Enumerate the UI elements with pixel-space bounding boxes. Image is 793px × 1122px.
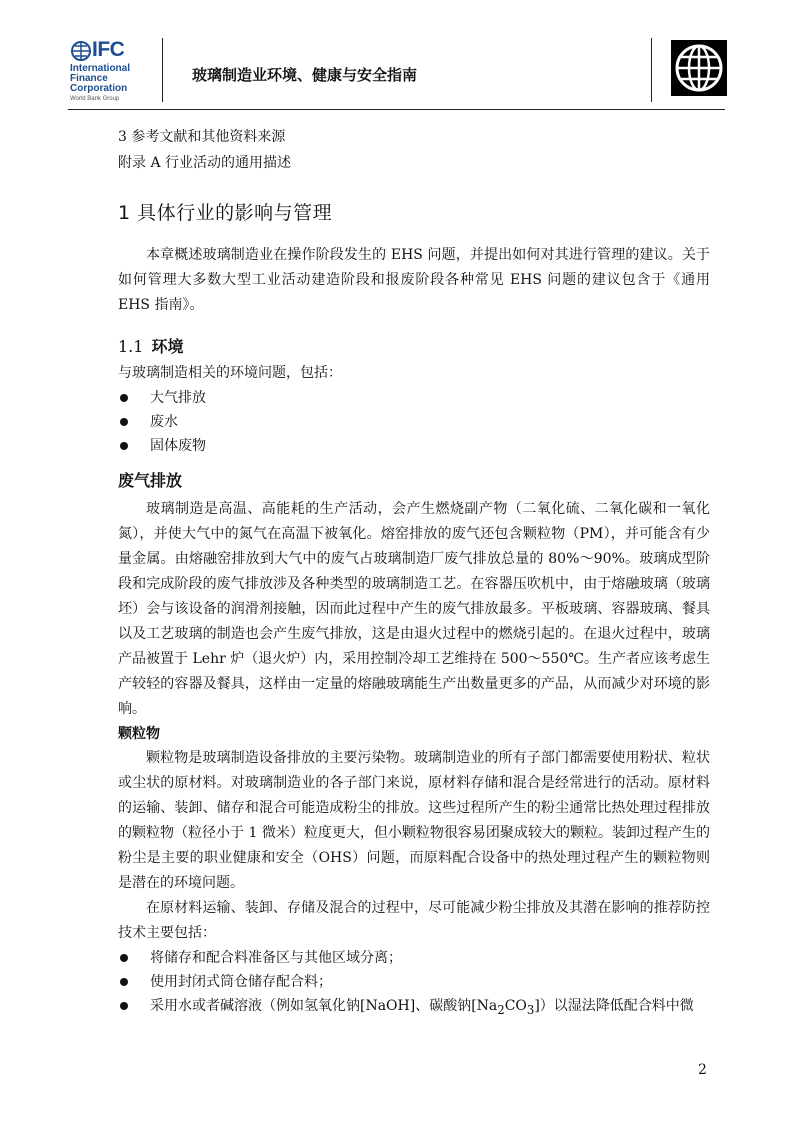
environment-issues-list xyxy=(118,386,710,458)
logo-line-1: International xyxy=(70,63,131,74)
section-number: 1.1 xyxy=(118,337,144,356)
item-text: ]）以湿法降低配合料中微 xyxy=(534,998,694,1014)
header-divider-left xyxy=(162,38,163,102)
header-title: 玻璃制造业环境、健康与安全指南 xyxy=(192,66,418,84)
list-item: 使用封闭式筒仓储存配合料； xyxy=(118,970,710,994)
world-bank-globe-icon xyxy=(671,40,727,96)
header-divider-right xyxy=(651,38,652,102)
item-text: 采用水或者碱溶液（例如氢氧化钠[NaOH]、碳酸钠[Na xyxy=(150,998,498,1014)
list-item: 固体废物 xyxy=(118,434,710,458)
toc-item: 附录 A 行业活动的通用描述 xyxy=(118,155,292,171)
header-rule xyxy=(68,109,725,110)
page-header xyxy=(0,0,793,112)
ifc-logo xyxy=(70,40,152,102)
pm-paragraph-1: 颗粒物是玻璃制造设备排放的主要污染物。玻璃制造业的所有子部门都需要使用粉状、粒状或尘状的原材料。对玻璃制造业的各子部门来说，原材料存储和混合是经常进行的活动。原材料的运输、装卸、储存和混合可能造成粉尘的排放。这些过程所产生的粉尘通常比热处理过程排放的颗粒物（粒径小于 1 微米）粒度更大，但小颗粒物很容易团聚成较大的颗粒。装卸过程产生的粉尘是主要的职业健康和安全（OHS）问题，而原料配合设备中的热处理过程产生的颗粒物则是潜在的环境问题。 xyxy=(118,750,710,891)
ifc-globe-icon xyxy=(70,40,92,62)
logo-line-3: Corporation xyxy=(70,83,128,94)
list-item: 废水 xyxy=(118,410,710,434)
pm-paragraph-2: 在原材料运输、装卸、存储及混合的过程中，尽可能减少粉尘排放及其潜在影响的推荐防控技术主要包括： xyxy=(118,900,710,941)
section-1-heading: 1 具体行业的影响与管理 xyxy=(118,202,333,224)
environment-lead: 与玻璃制造相关的环境问题，包括： xyxy=(118,365,342,381)
page-number: 2 xyxy=(698,1062,707,1078)
logo-line-4: World Bank Group xyxy=(70,96,120,102)
section-1-1-heading xyxy=(118,334,710,357)
list-item: 大气排放 xyxy=(118,386,710,410)
toc-item: 3 参考文献和其他资料来源 xyxy=(118,129,286,145)
logo-abbr: IFC xyxy=(92,38,125,61)
section-title: 环境 xyxy=(151,337,184,356)
list-item xyxy=(118,994,710,1022)
toc-list xyxy=(118,124,710,176)
pm-heading: 颗粒物 xyxy=(118,726,160,742)
subscript: 2 xyxy=(497,1002,505,1017)
waste-gas-paragraph: 玻璃制造是高温、高能耗的生产活动，会产生燃烧副产物（二氧化硫、二氧化碳和一氧化氮），并使大气中的氮气在高温下被氧化。熔窑排放的废气还包含颗粒物（PM），并可能含有少量金属。由熔融窑排放到大气中的废气占玻璃制造厂废气排放总量的 80%～90%。玻璃成型阶段和完成阶段的废气排放涉及各种类型的玻璃制造工艺。在容器压吹机中，由于熔融玻璃（玻璃坯）会与该设备的润滑剂接触，因而此过程中产生的废气排放最多。平板玻璃、容器玻璃、餐具以及工艺玻璃的制造也会产生废气排放，这是由退火过程中的燃烧引起的。在退火过程中，玻璃产品被置于 Lehr 炉（退火炉）内，采用控制冷却工艺维持在 500～550℃。生产者应该考虑生产较轻的容器及餐具，这样由一定量的熔融玻璃能生产出数量更多的产品，从而减少对环境的影响。 xyxy=(118,501,710,717)
pm-measures-list xyxy=(118,946,710,1022)
subscript: 3 xyxy=(526,1002,535,1017)
logo-line-2: Finance xyxy=(70,73,108,84)
page-content xyxy=(118,124,710,1022)
item-text: CO xyxy=(504,998,527,1014)
waste-gas-heading: 废气排放 xyxy=(118,471,183,490)
list-item: 将储存和配合料准备区与其他区域分离； xyxy=(118,946,710,970)
section-1-intro: 本章概述玻璃制造业在操作阶段发生的 EHS 问题，并提出如何对其进行管理的建议。关于如何管理大多数大型工业活动建造阶段和报废阶段各种常见 EHS 问题的建议包含于《通用 EHS 指南》。 xyxy=(118,247,710,313)
